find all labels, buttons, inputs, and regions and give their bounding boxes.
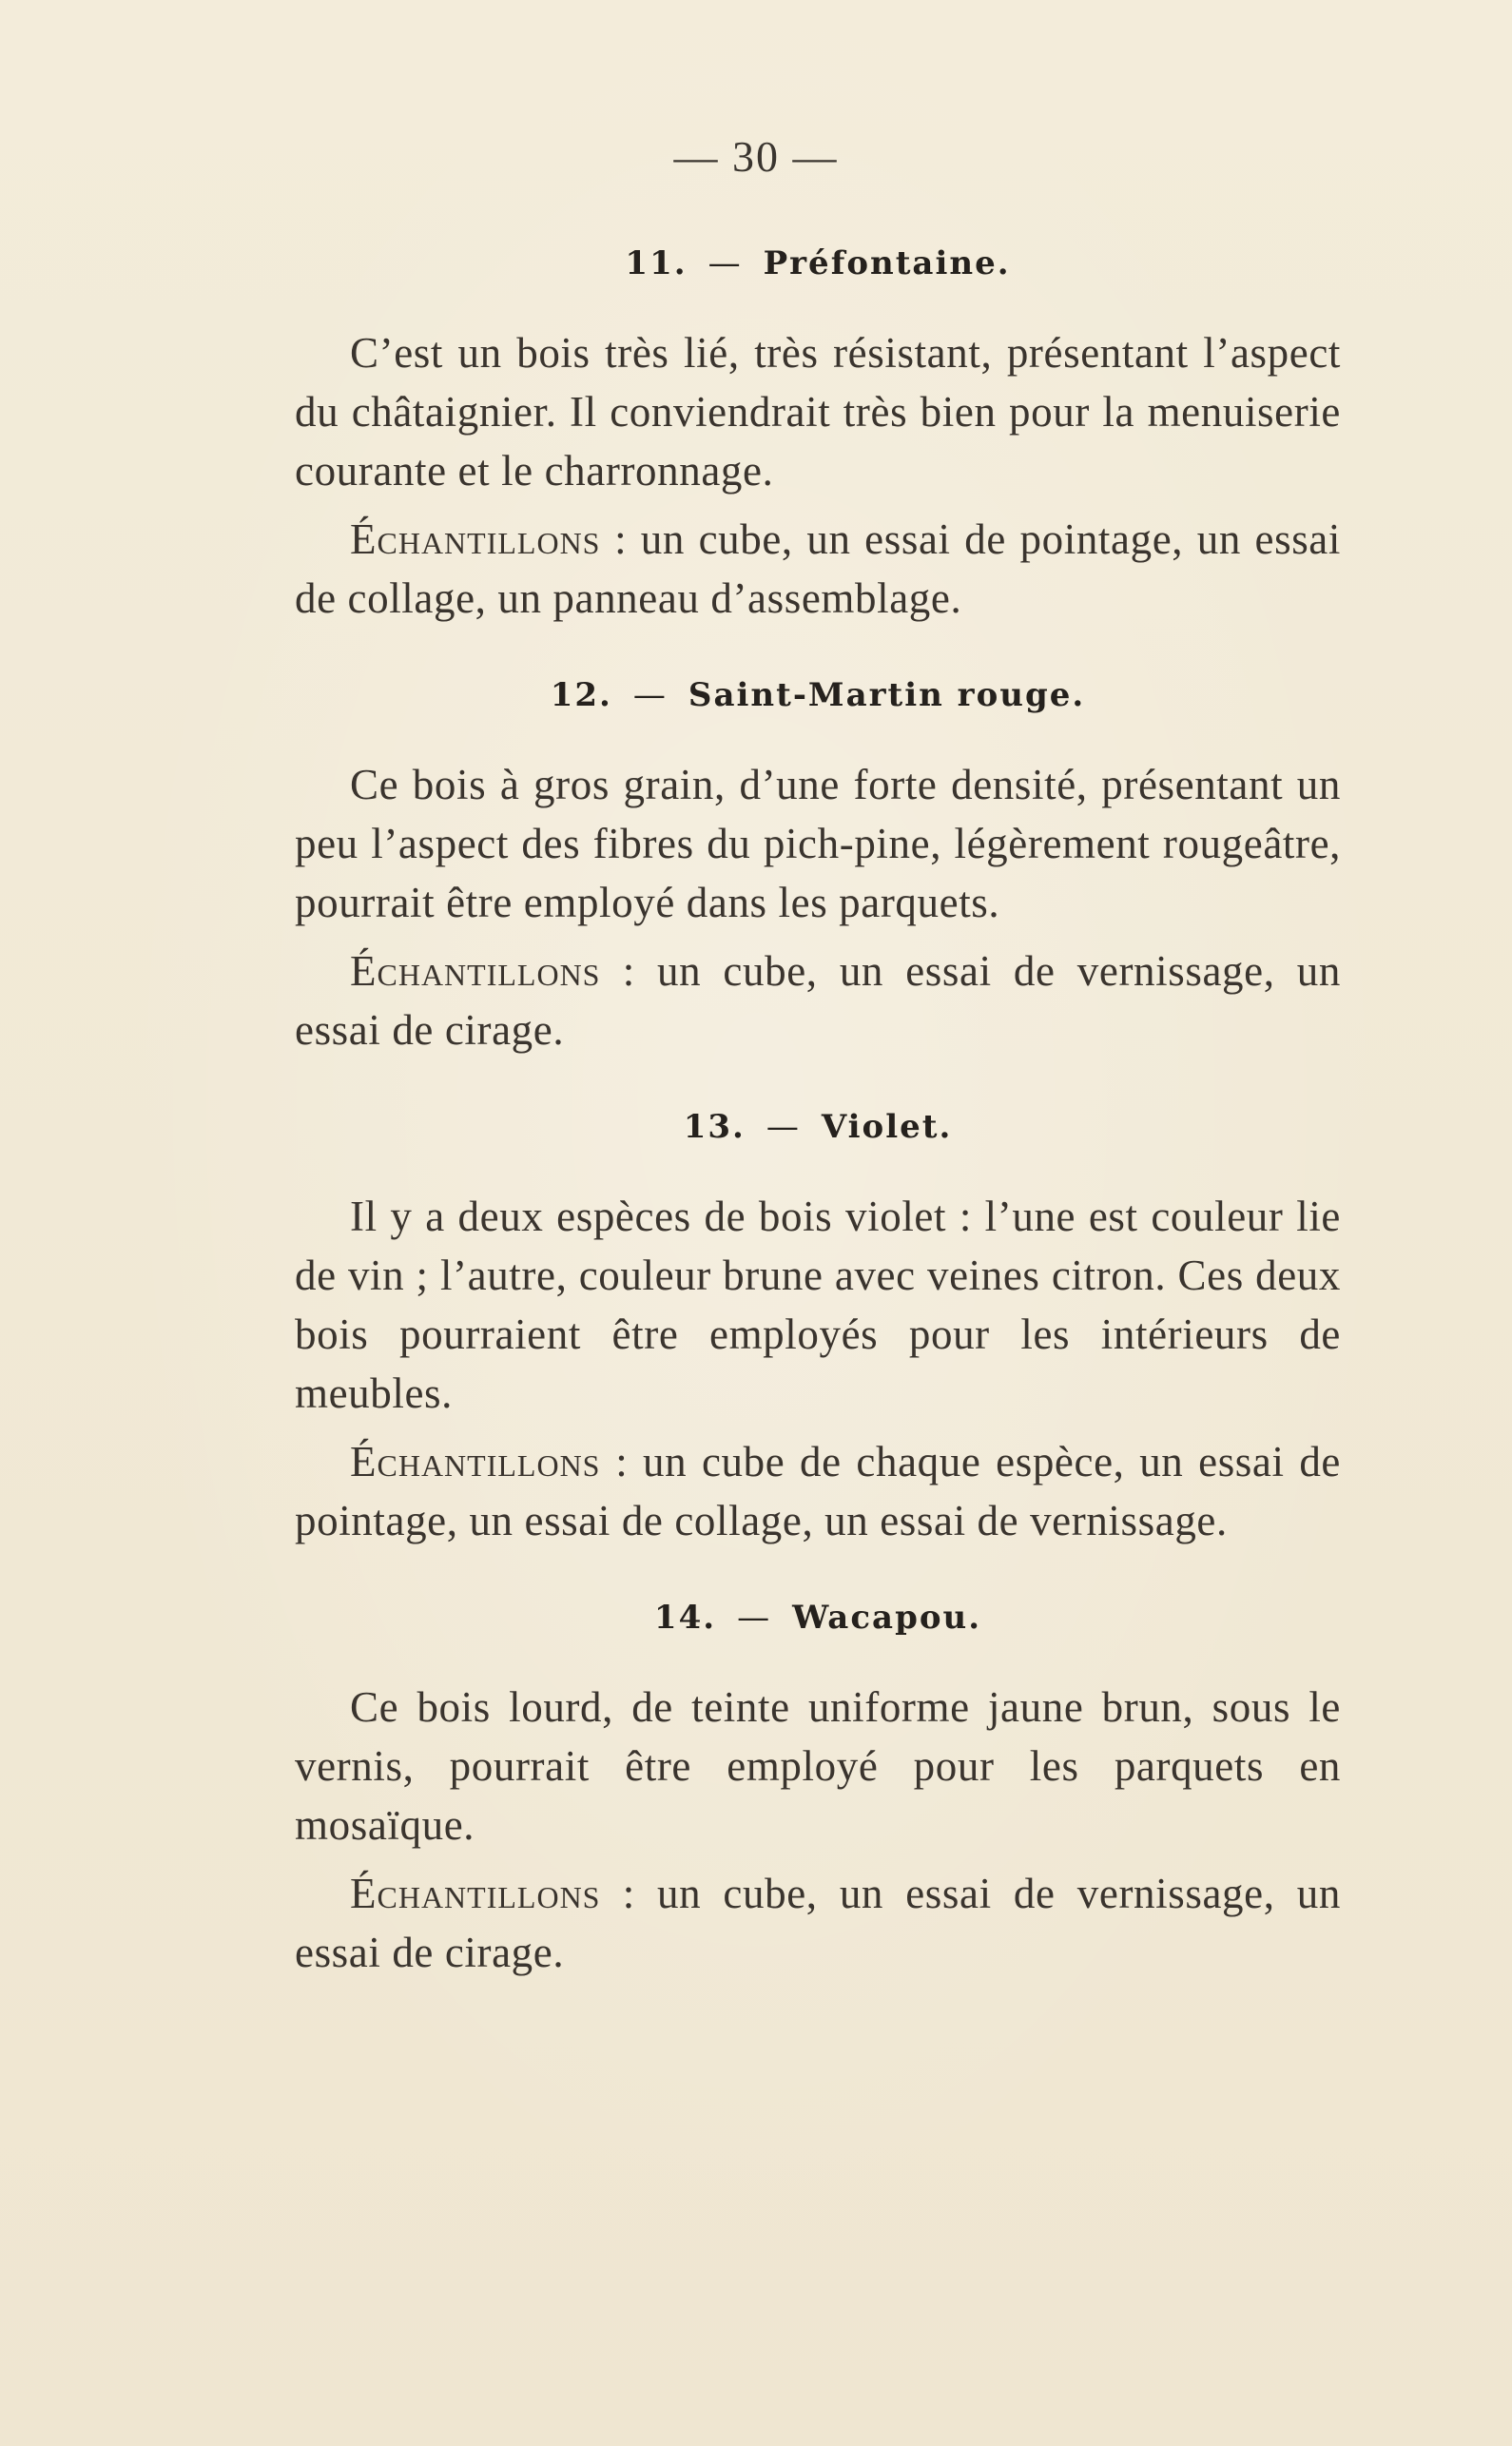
section-heading: [295, 1592, 1341, 1643]
samples-text: : un cube, un essai de vernissage, un essai de cirage.: [295, 1870, 1341, 1976]
section-description: C’est un bois très lié, très résistant, présentant l’aspect du châtaignier. Il conviendrait très bien pour la menuiserie courante et le charronnage.: [295, 329, 1341, 495]
section-description: Il y a deux espèces de bois violet : l’une est couleur lie de vin ; l’autre, couleur brune avec veines citron. Ces deux bois pourraient être employés pour les intérieurs de meubles.: [295, 1193, 1341, 1417]
section-title: Préfontaine.: [763, 244, 1011, 282]
samples-text: : un cube, un essai de pointage, un essai de collage, un panneau d’assemblage.: [295, 515, 1341, 622]
section-wacapou: [295, 1592, 1341, 1982]
section-violet: [295, 1101, 1341, 1550]
section-prefontaine: [295, 238, 1341, 628]
section-number: 14.: [653, 1599, 717, 1637]
section-heading: [295, 1101, 1341, 1153]
samples-label: Échantillons: [350, 947, 601, 995]
section-title: Wacapou.: [792, 1599, 982, 1637]
samples-paragraph: [295, 1432, 1341, 1550]
section-title: Saint-Martin rouge.: [688, 676, 1086, 714]
page-content: [295, 238, 1341, 1991]
section-dash: —: [766, 1108, 801, 1146]
samples-paragraph: [295, 942, 1341, 1059]
section-number: 12.: [550, 676, 612, 714]
samples-text: : un cube, un essai de vernissage, un essai de cirage.: [295, 947, 1341, 1054]
section-heading: [295, 670, 1341, 721]
samples-label: Échantillons: [350, 515, 601, 563]
samples-label: Échantillons: [350, 1438, 601, 1485]
samples-label: Échantillons: [350, 1870, 601, 1917]
section-dash: —: [737, 1599, 772, 1637]
section-number: 11.: [625, 244, 688, 282]
section-description: Ce bois lourd, de teinte uniforme jaune brun, sous le vernis, pourrait être employé pour les parquets en mosaïque.: [295, 1683, 1341, 1849]
samples-paragraph: [295, 510, 1341, 628]
section-heading: [295, 238, 1341, 289]
section-dash: —: [632, 676, 668, 714]
section-title: Violet.: [821, 1108, 953, 1146]
samples-paragraph: [295, 1864, 1341, 1982]
section-saint-martin-rouge: [295, 670, 1341, 1059]
section-number: 13.: [683, 1108, 746, 1146]
section-dash: —: [708, 244, 743, 282]
page-number: — 30 —: [673, 132, 839, 181]
samples-text: : un cube de chaque espèce, un essai de pointage, un essai de collage, un essai de vernissage.: [295, 1438, 1341, 1544]
section-description: Ce bois à gros grain, d’une forte densité, présentant un peu l’aspect des fibres du pich-pine, légèrement rougeâtre, pourrait être employé dans les parquets.: [295, 761, 1341, 926]
